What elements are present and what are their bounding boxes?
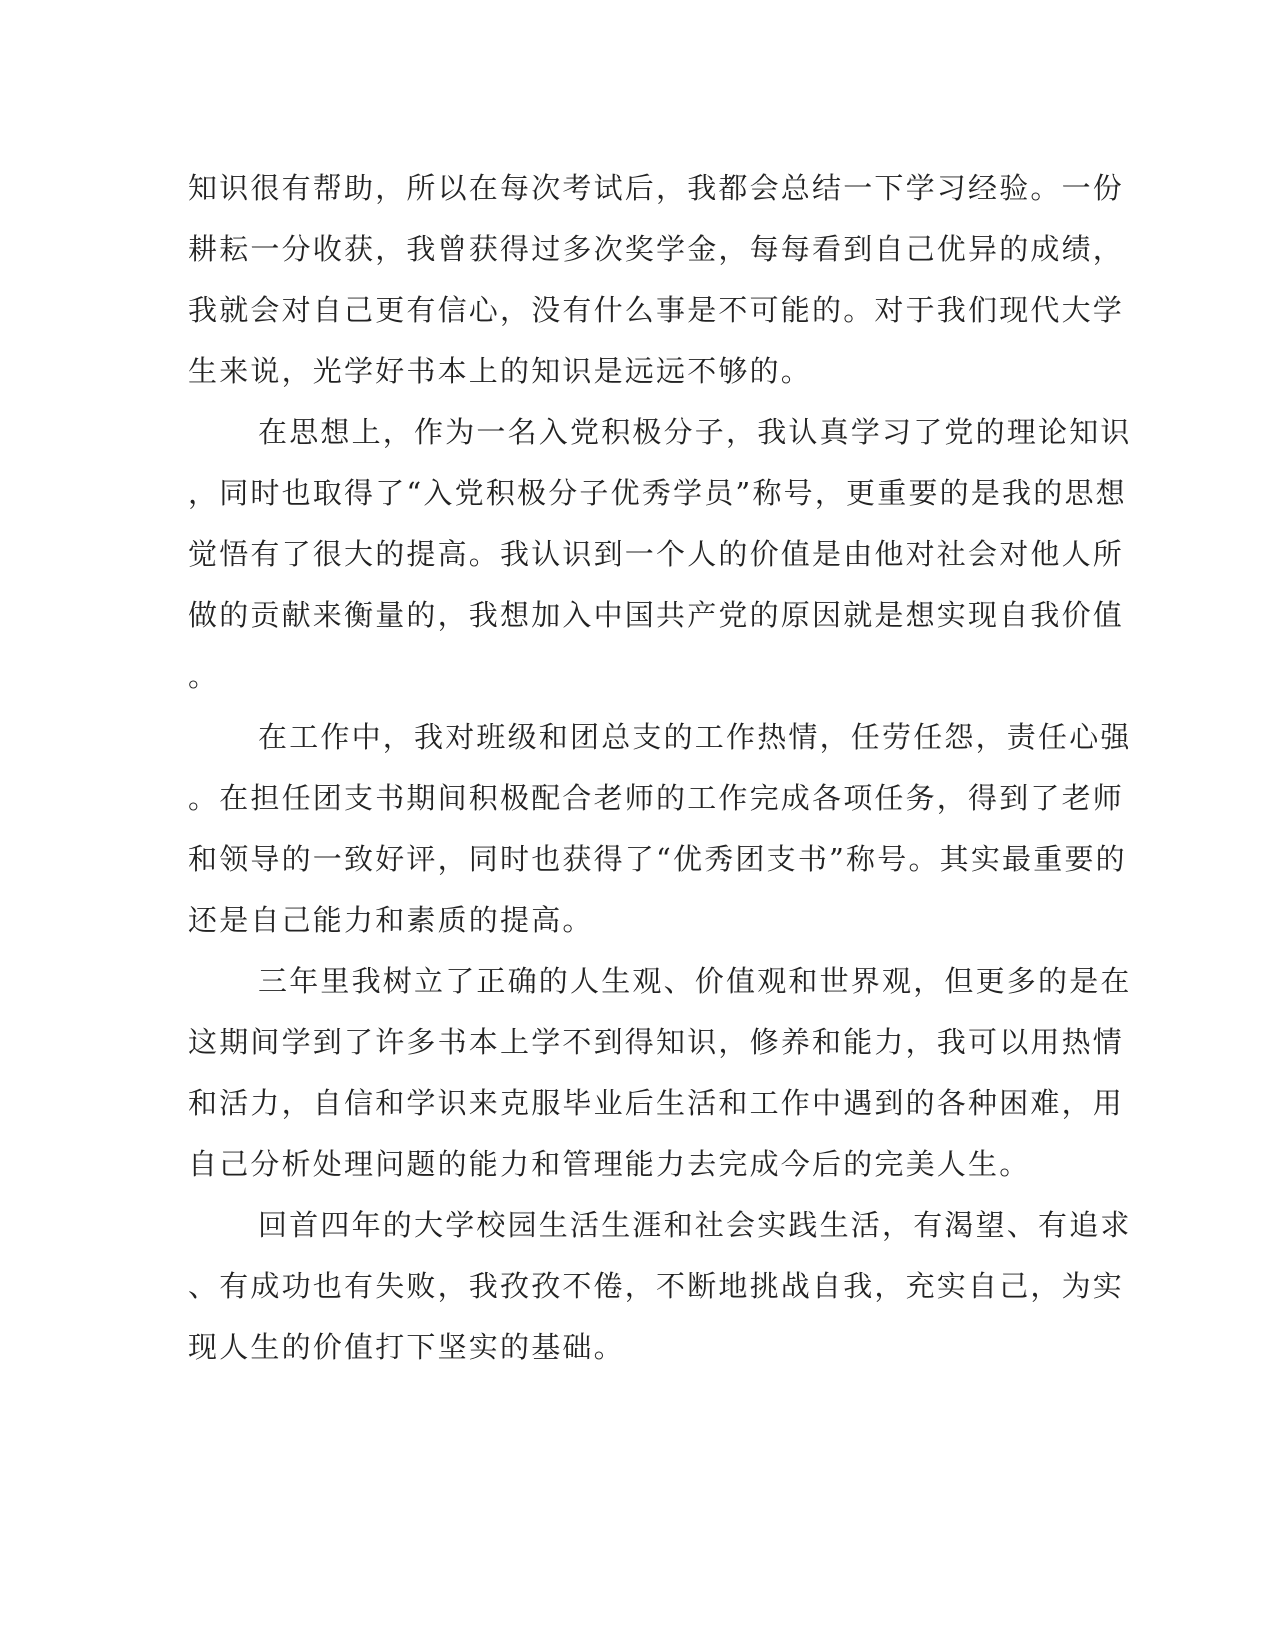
text-line: 现人生的价值打下坚实的基础。 xyxy=(188,1330,625,1364)
text-line: 我就会对自己更有信心，没有什么事是不可能的。对于我们现代大学 xyxy=(188,293,1125,327)
text-line: 和领导的一致好评，同时也获得了“优秀团支书”称号。其实最重要的 xyxy=(188,842,1127,876)
text-line: 还是自己能力和素质的提高。 xyxy=(188,903,594,937)
text-line: 在工作中，我对班级和团总支的工作热情，任劳任怨，责任心强 xyxy=(258,720,1132,754)
paragraph-5 xyxy=(188,1195,1132,1378)
text-line: 生来说，光学好书本上的知识是远远不够的。 xyxy=(188,354,813,388)
paragraph-1 xyxy=(188,158,1125,402)
paragraph-4 xyxy=(188,951,1132,1195)
text-line: 耕耘一分收获，我曾获得过多次奖学金，每每看到自己优异的成绩， xyxy=(188,232,1125,266)
text-line: 自己分析处理问题的能力和管理能力去完成今后的完美人生。 xyxy=(188,1147,1031,1181)
text-line: 知识很有帮助，所以在每次考试后，我都会总结一下学习经验。一份 xyxy=(188,171,1125,205)
text-line: 、有成功也有失败，我孜孜不倦，不断地挑战自我，充实自己，为实 xyxy=(188,1269,1125,1303)
text-line: 和活力，自信和学识来克服毕业后生活和工作中遇到的各种困难，用 xyxy=(188,1086,1125,1120)
paragraph-2 xyxy=(188,402,1132,707)
text-line: 觉悟有了很大的提高。我认识到一个人的价值是由他对社会对他人所 xyxy=(188,537,1125,571)
text-line: 这期间学到了许多书本上学不到得知识，修养和能力，我可以用热情 xyxy=(188,1025,1125,1059)
text-line: 三年里我树立了正确的人生观、价值观和世界观，但更多的是在 xyxy=(258,964,1132,998)
text-line: 回首四年的大学校园生活生涯和社会实践生活，有渴望、有追求 xyxy=(258,1208,1132,1242)
document-body xyxy=(188,158,1132,1378)
text-line: 在思想上，作为一名入党积极分子，我认真学习了党的理论知识 xyxy=(258,415,1132,449)
paragraph-3 xyxy=(188,707,1132,951)
text-line: 。 xyxy=(188,659,220,693)
text-line: ，同时也取得了“入党积极分子优秀学员”称号，更重要的是我的思想 xyxy=(188,476,1127,510)
text-line: 做的贡献来衡量的，我想加入中国共产党的原因就是想实现自我价值 xyxy=(188,598,1125,632)
text-line: 。在担任团支书期间积极配合老师的工作完成各项任务，得到了老师 xyxy=(188,781,1125,815)
